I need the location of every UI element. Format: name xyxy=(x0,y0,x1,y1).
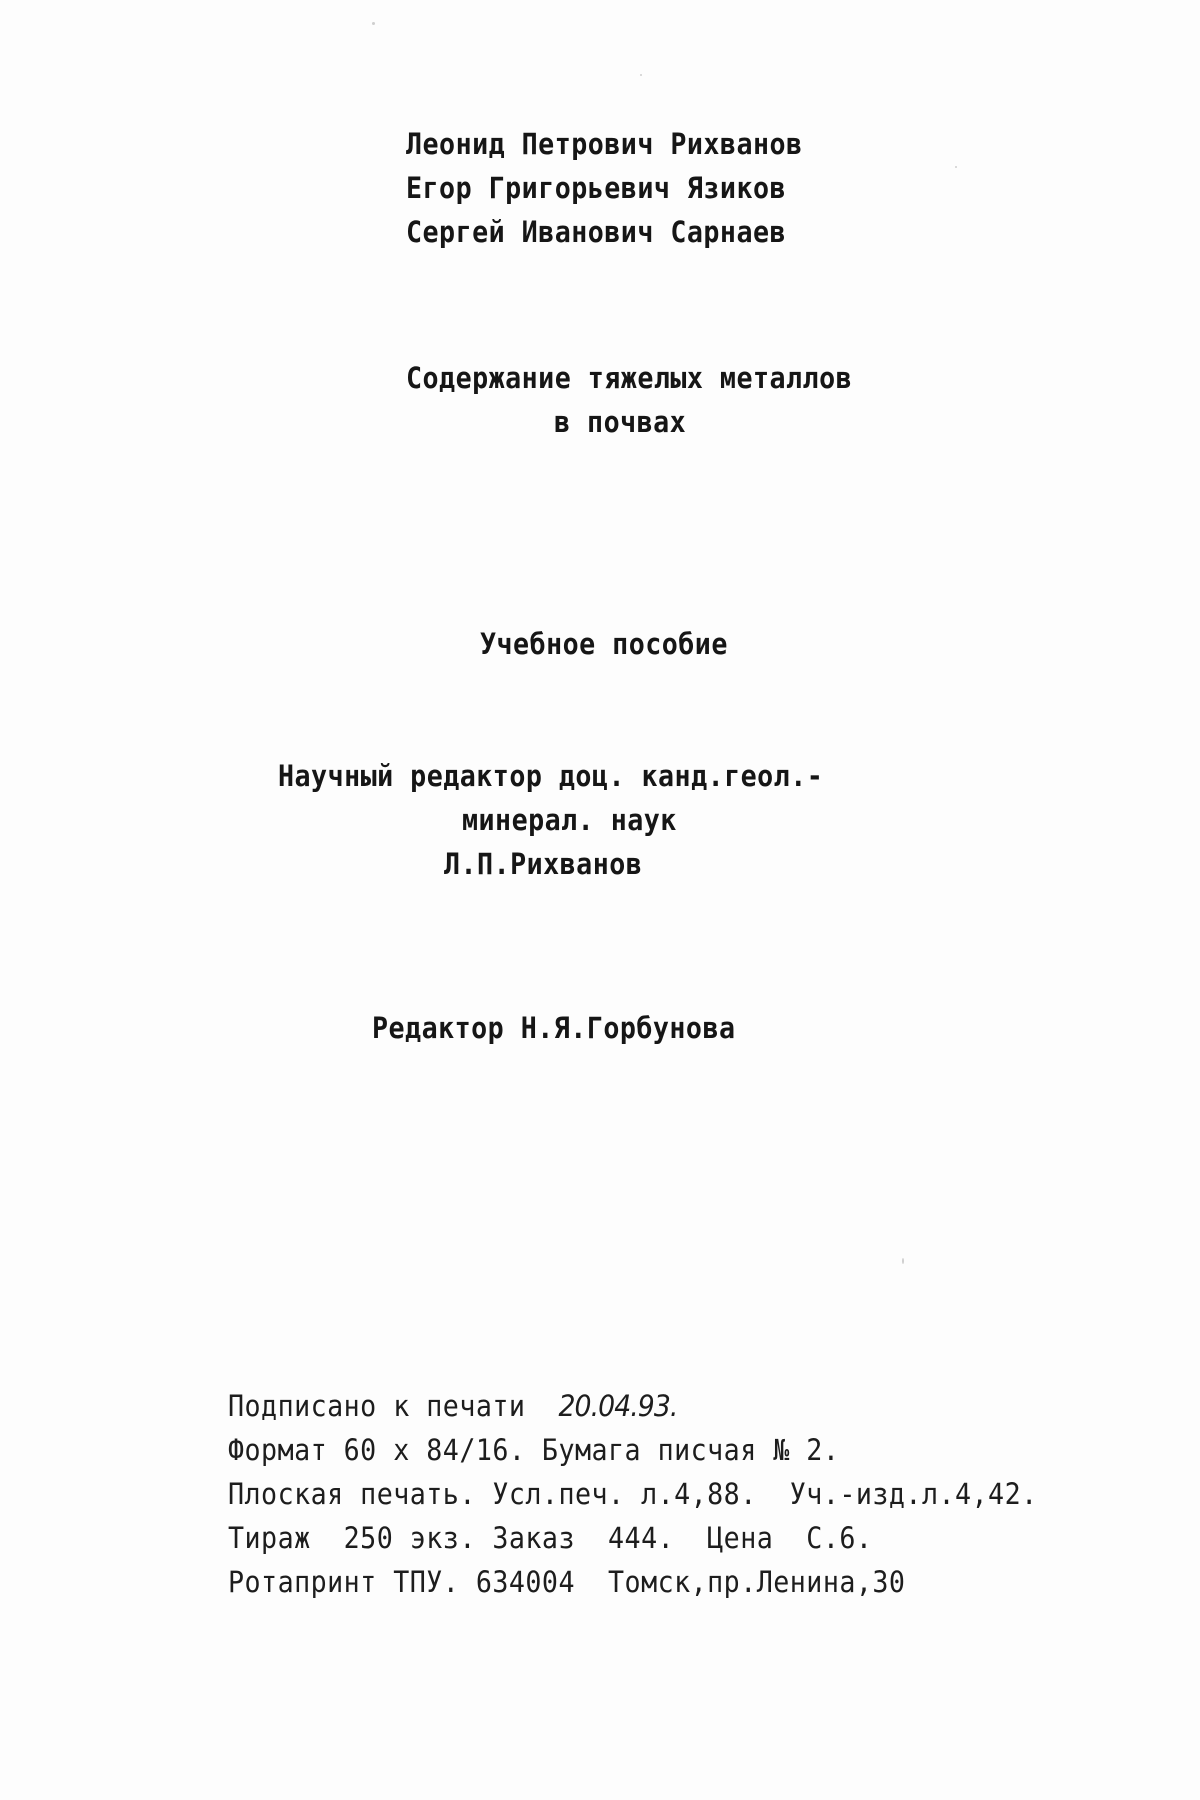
author-3: Сергей Иванович Сарнаев xyxy=(406,215,787,249)
imprint-signed-label: Подписано к печати xyxy=(228,1389,526,1423)
imprint-run-line: Тираж 250 экз. Заказ 444. Цена С.6. xyxy=(228,1521,873,1555)
editor-line: Редактор Н.Я.Горбунова xyxy=(372,1011,736,1045)
imprint-signed-line xyxy=(228,1384,677,1428)
imprint-press-line: Ротапринт ТПУ. 634004 Томск,пр.Ленина,30 xyxy=(228,1565,906,1599)
scientific-editor-line-2: минерал. наук xyxy=(462,803,677,837)
imprint-format-line: Формат 60 х 84/16. Бумага писчая № 2. xyxy=(228,1433,840,1467)
imprint-signed-date: 20.04.93. xyxy=(558,1389,678,1423)
imprint-print-line: Плоская печать. Усл.печ. л.4,88. Уч.-изд.л.4,42. xyxy=(228,1477,1038,1511)
scientific-editor-line-1: Научный редактор доц. канд.геол.- xyxy=(278,759,824,793)
title-line-1: Содержание тяжелых металлов xyxy=(406,361,853,395)
scan-speck xyxy=(955,166,957,168)
document-type: Учебное пособие xyxy=(480,627,728,661)
scan-speck xyxy=(902,1258,904,1264)
author-2: Егор Григорьевич Язиков xyxy=(406,171,787,205)
author-1: Леонид Петрович Рихванов xyxy=(406,127,803,161)
scientific-editor-line-3: Л.П.Рихванов xyxy=(444,847,643,881)
scan-speck xyxy=(372,22,375,25)
scan-speck xyxy=(640,74,642,76)
title-line-2: в почвах xyxy=(554,405,687,439)
